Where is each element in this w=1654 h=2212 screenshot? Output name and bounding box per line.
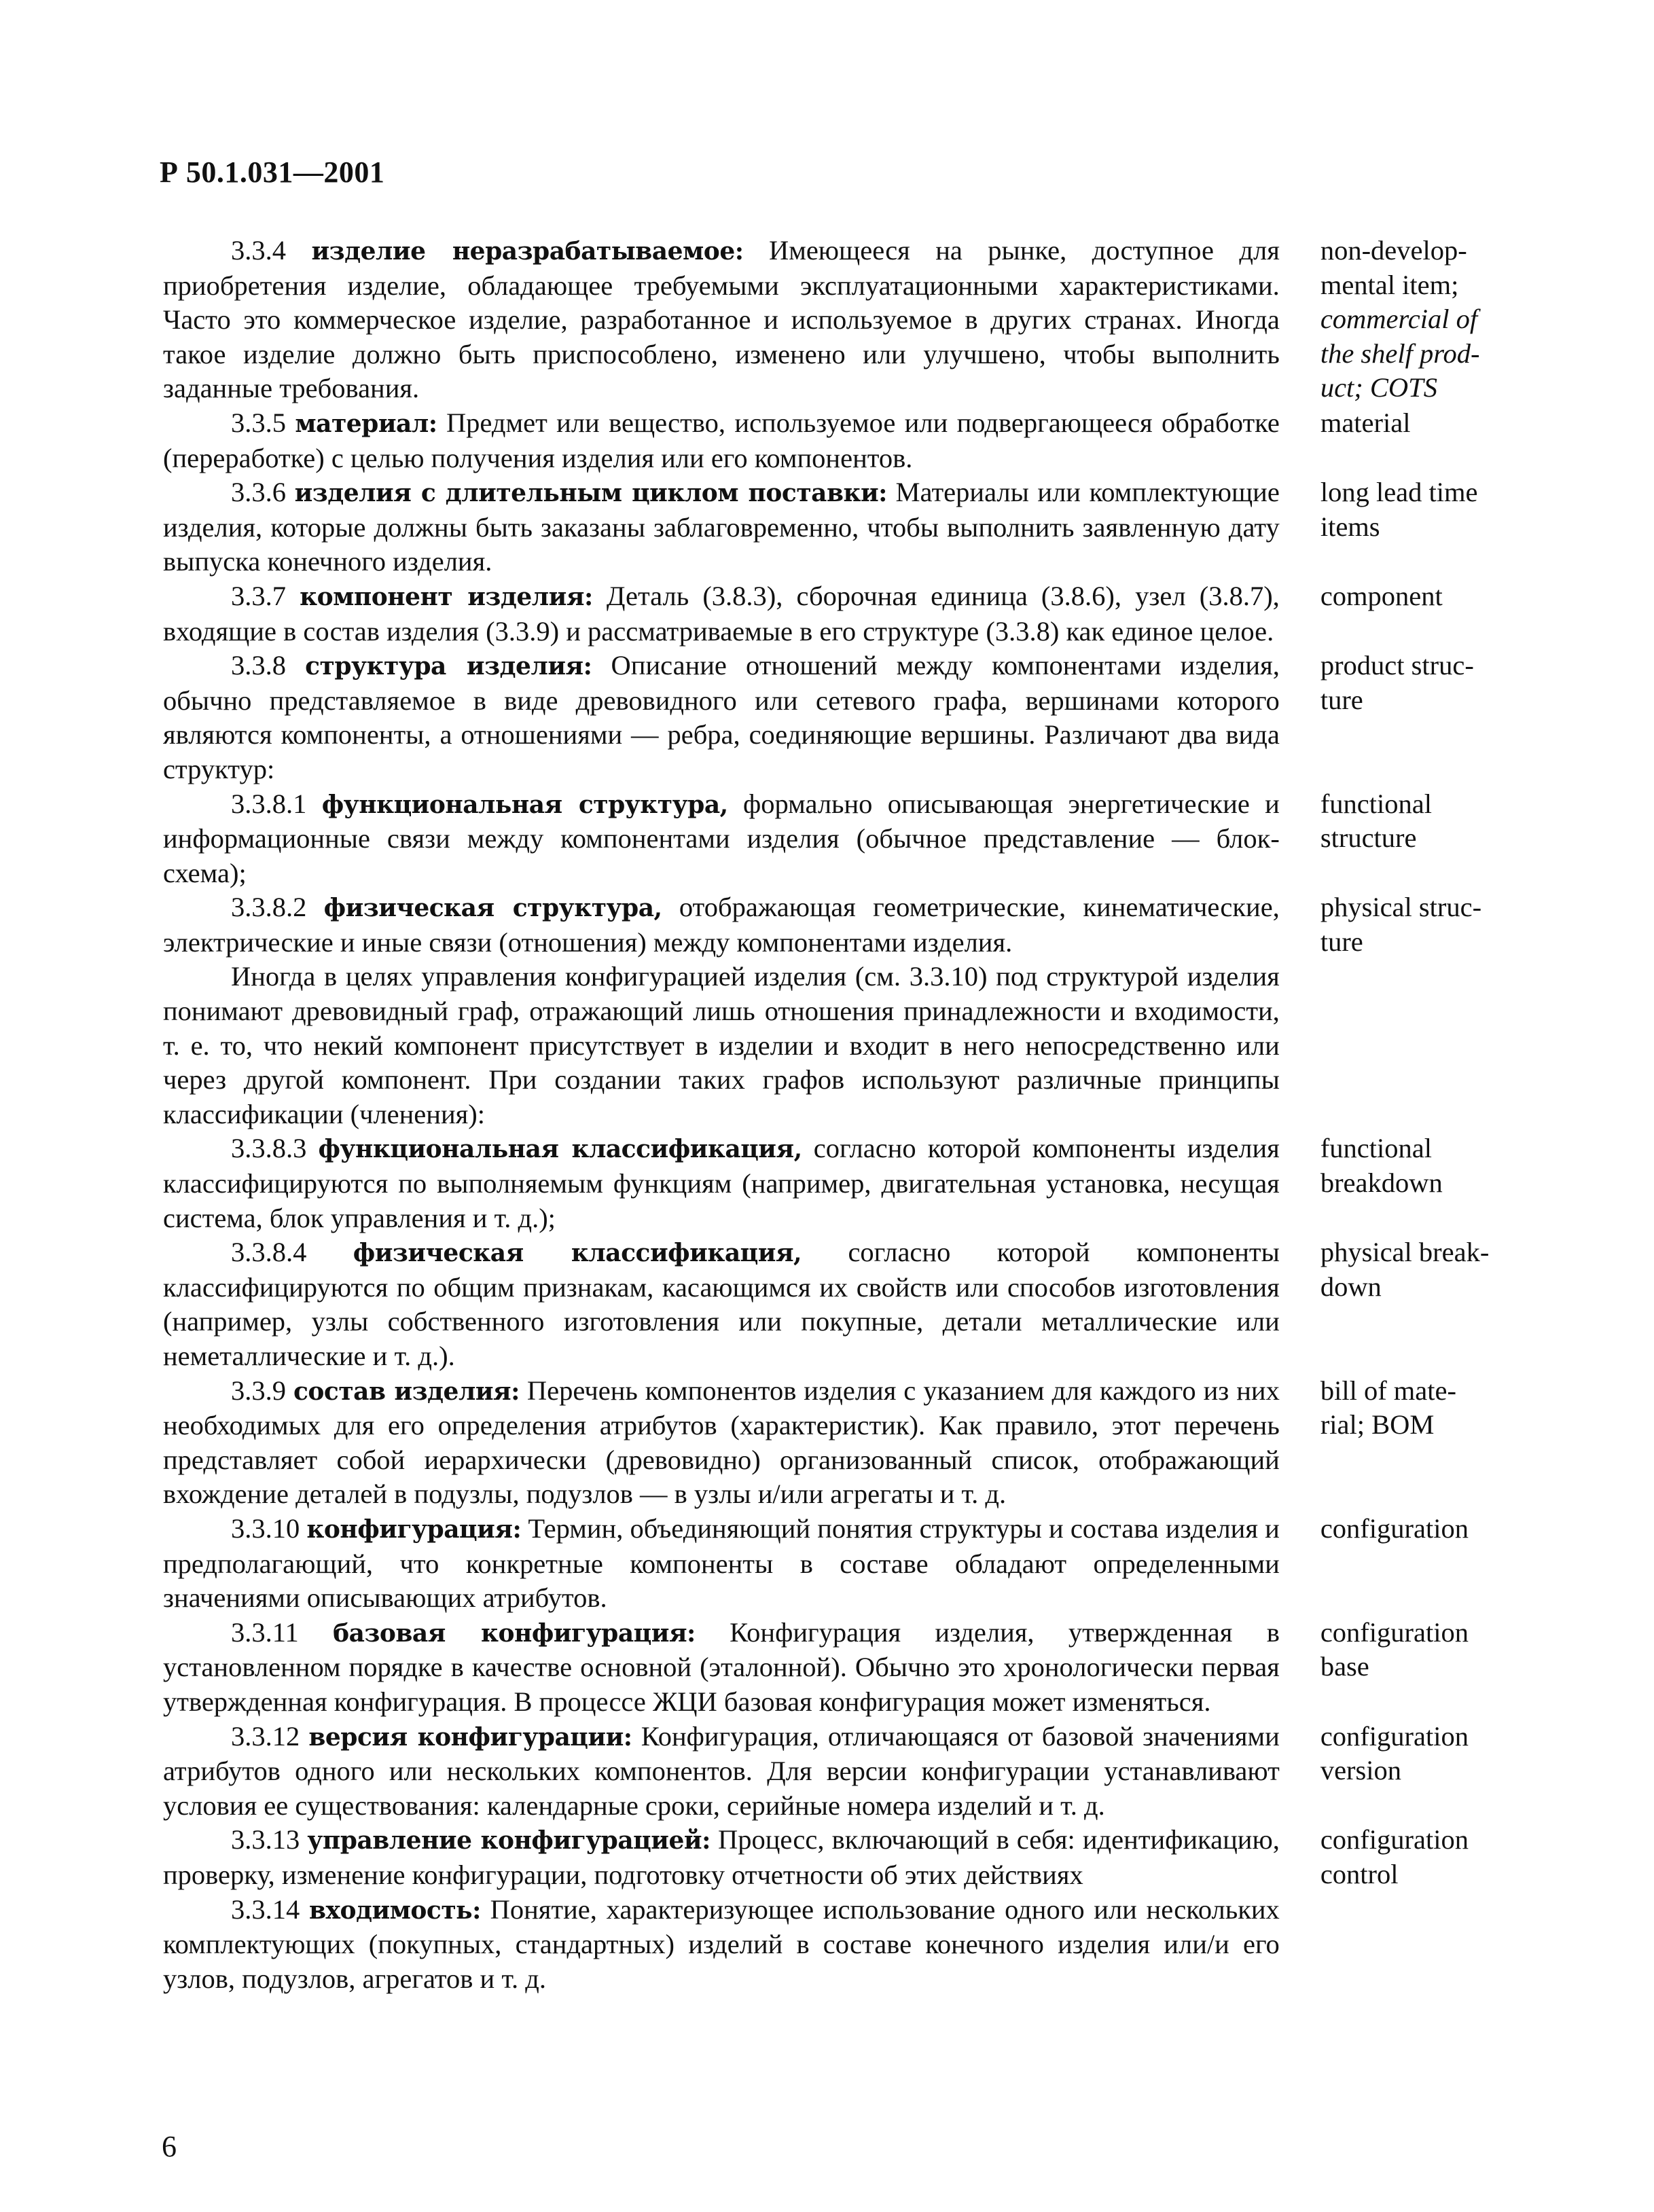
english-term-line: ture xyxy=(1320,926,1363,957)
term-name: входимость: xyxy=(308,1896,481,1925)
english-equivalent xyxy=(1320,890,1522,959)
term-entry xyxy=(163,1131,1522,1235)
term-entry xyxy=(163,1720,1522,1824)
term-number: 3.3.4 xyxy=(231,235,286,266)
english-equivalent xyxy=(1320,234,1522,405)
english-term-line: rial; BOM xyxy=(1320,1409,1435,1440)
term-definition xyxy=(163,1823,1280,1892)
english-term-line: product struc- xyxy=(1320,650,1474,681)
english-term-line: down xyxy=(1320,1271,1382,1302)
term-entry xyxy=(163,1616,1522,1720)
term-number: 3.3.10 xyxy=(231,1512,300,1544)
english-term-line: functional xyxy=(1320,1133,1433,1164)
term-number: 3.3.8 xyxy=(231,650,286,681)
english-term-line: uct; COTS xyxy=(1320,372,1437,403)
paragraph-text: Иногда в целях управления конфигурацией изделия (см. 3.3.10) под структурой изделия понимают древовидный граф, отражающий лишь отношения принадлежности и входимости, т. е. то, что некий компонент присутствует в изделии и входит в него непосредственно или через другой компонент. При создании таких графов используют различные принципы классификации (членения): xyxy=(163,961,1280,1129)
term-text: Описание отношений между компонентами изделия, обычно представляемое в виде древовидного или сетевого графа, вершинами которого являются компоненты, а отношениями — ребра, соединяющие вершины. Различают два вида структур: xyxy=(163,650,1280,784)
term-text: Конфигурация изделия, утвержденная в установленном порядке в качестве основной (эталонной). Обычно это хронологически первая утвержденная конфигурация. В процессе ЖЦИ базовая конфигурация может изменяться. xyxy=(163,1616,1280,1717)
term-number: 3.3.13 xyxy=(231,1824,300,1855)
term-name: состав изделия: xyxy=(293,1377,520,1406)
term-text: Понятие, характеризующее использование одного или нескольких комплектующих (покупных, стандартных) изделий в составе конечного изделия или/и его узлов, подузлов, агрегатов и т. д. xyxy=(163,1893,1280,1994)
term-text: Термин, объединяющий понятия структуры и состава изделия и предполагающий, что конкретные компоненты в составе обладают определенными значениями описывающих атрибутов. xyxy=(163,1512,1280,1614)
english-term-line: structure xyxy=(1320,822,1417,854)
term-definition xyxy=(163,579,1280,649)
english-equivalent xyxy=(1320,1131,1522,1200)
english-term-line: the shelf prod- xyxy=(1320,338,1480,369)
term-definition xyxy=(163,1235,1280,1373)
term-entry xyxy=(163,475,1522,579)
term-text: согласно которой компоненты изделия классифицируются по выполняемым функциям (например, двигательная установка, несущая система, блок управления и т. д.); xyxy=(163,1133,1280,1233)
term-number: 3.3.9 xyxy=(231,1375,286,1406)
english-equivalent xyxy=(1320,1235,1522,1304)
term-name: управление конфигурацией: xyxy=(307,1826,711,1855)
english-equivalent xyxy=(1320,579,1522,614)
english-equivalent xyxy=(1320,1512,1522,1546)
term-number: 3.3.6 xyxy=(231,477,286,508)
term-text: Имеющееся на рынке, доступное для приобретения изделие, обладающее требуемыми эксплуатационными характеристиками. Часто это коммерческое изделие, разработанное и используемое в других странах. Иногда такое изделие должно быть приспособлено, изменено или улучшено, чтобы выполнить заданные требования. xyxy=(163,235,1280,404)
term-name: компонент изделия: xyxy=(300,582,593,611)
english-term-line: breakdown xyxy=(1320,1167,1443,1199)
term-text: формально описывающая энергетические и информационные связи между компонентами изделия (обычное представление — блок-схема); xyxy=(163,788,1280,888)
term-definition xyxy=(163,234,1280,406)
terms-list xyxy=(163,234,1522,1996)
english-term-line: bill of mate- xyxy=(1320,1375,1456,1406)
term-number: 3.3.8.1 xyxy=(231,788,307,819)
english-term-line: items xyxy=(1320,511,1380,542)
term-entry xyxy=(163,1374,1522,1512)
term-text: Материалы или комплектующие изделия, которые должны быть заказаны заблаговременно, чтобы выполнить заявленную дату выпуска конечного изделия. xyxy=(163,477,1280,577)
english-equivalent xyxy=(1320,1616,1522,1684)
english-term-line: mental item; xyxy=(1320,269,1459,300)
term-definition xyxy=(163,787,1280,891)
term-entry xyxy=(163,1823,1522,1892)
term-definition xyxy=(163,1616,1280,1720)
term-entry xyxy=(163,406,1522,475)
term-text: Конфигурация, отличающаяся от базовой значениями атрибутов одного или нескольких компонентов. Для версии конфигурации устанавливают условия ее существования: календарные сроки, серийные номера изделий и т. д. xyxy=(163,1720,1280,1821)
term-text: Процесс, включающий в себя: идентификацию, проверку, изменение конфигурации, подготовку отчетности об этих действиях xyxy=(163,1824,1280,1890)
term-text: Перечень компонентов изделия с указанием для каждого из них необходимых для его определения атрибутов (характеристик). Как правило, этот перечень представляет собой иерархически (древовидно) организованный список, отображающий вхождение деталей в подузлы, подузлов — в узлы и/или агрегаты и т. д. xyxy=(163,1375,1280,1510)
term-definition xyxy=(163,1512,1280,1616)
term-number: 3.3.8.4 xyxy=(231,1237,307,1268)
document-code-header: Р 50.1.031—2001 xyxy=(160,156,385,189)
term-name: версия конфигурации: xyxy=(308,1722,632,1752)
english-term-line: configuration xyxy=(1320,1824,1469,1855)
term-entry xyxy=(163,1235,1522,1373)
english-equivalent xyxy=(1320,649,1522,717)
term-entry xyxy=(163,579,1522,649)
english-term-line: functional xyxy=(1320,788,1433,819)
english-term-line: configuration xyxy=(1320,1512,1469,1544)
term-name: физическая классификация, xyxy=(353,1239,802,1268)
term-definition xyxy=(163,475,1280,579)
english-term-line: long lead time xyxy=(1320,477,1478,508)
english-equivalent xyxy=(1320,787,1522,856)
term-text: Деталь (3.8.3), сборочная единица (3.8.6), узел (3.8.7), входящие в состав изделия (3.3.9) и рассматриваемые в его структуре (3.3.8) как единое целое. xyxy=(163,580,1280,647)
page-number: 6 xyxy=(162,2130,177,2163)
note-paragraph xyxy=(163,960,1522,1131)
term-text: согласно которой компоненты классифицируются по общим признакам, касающимся их свойств или способов изготовления (например, узлы собственного изготовления или покупные, детали металлические или неметаллические и т. д.). xyxy=(163,1237,1280,1371)
english-term-line: commercial of xyxy=(1320,304,1478,335)
english-term-line: control xyxy=(1320,1858,1399,1889)
term-definition xyxy=(163,406,1280,475)
term-definition xyxy=(163,890,1280,960)
term-number: 3.3.11 xyxy=(231,1616,299,1648)
english-equivalent xyxy=(1320,1374,1522,1443)
term-name: материал: xyxy=(295,409,437,438)
term-entry xyxy=(163,649,1522,786)
term-name: функциональная классификация, xyxy=(318,1135,802,1164)
term-definition xyxy=(163,1893,1280,1997)
english-equivalent xyxy=(1320,475,1522,544)
english-term-line: material xyxy=(1320,407,1411,438)
english-term-line: physical break- xyxy=(1320,1237,1490,1268)
term-definition xyxy=(163,1131,1280,1235)
term-entry xyxy=(163,787,1522,891)
english-term-line: component xyxy=(1320,580,1443,611)
term-number: 3.3.8.2 xyxy=(231,892,307,923)
term-number: 3.3.14 xyxy=(231,1893,300,1925)
term-definition xyxy=(163,1374,1280,1512)
term-definition xyxy=(163,1720,1280,1824)
english-term-line: physical struc- xyxy=(1320,892,1482,923)
term-entry xyxy=(163,1893,1522,1997)
term-name: физическая структура, xyxy=(323,894,662,923)
term-entry xyxy=(163,1512,1522,1616)
english-term-line: ture xyxy=(1320,684,1363,715)
english-term-line: configuration xyxy=(1320,1616,1469,1648)
english-term-line: configuration xyxy=(1320,1720,1469,1752)
term-number: 3.3.5 xyxy=(231,407,286,438)
term-name: конфигурация: xyxy=(306,1515,522,1544)
term-name: базовая конфигурация: xyxy=(333,1618,696,1648)
english-term-line: version xyxy=(1320,1755,1402,1786)
term-definition xyxy=(163,649,1280,786)
term-text: Предмет или вещество, используемое или подвергающееся обработке (переработке) с целью получения изделия или его компонентов. xyxy=(163,407,1280,473)
term-name: структура изделия: xyxy=(305,652,592,681)
term-name: изделия с длительным циклом поставки: xyxy=(294,479,887,508)
term-entry xyxy=(163,234,1522,406)
term-name: изделие неразрабатываемое: xyxy=(311,237,744,266)
term-name: функциональная структура, xyxy=(321,790,728,819)
english-equivalent xyxy=(1320,1720,1522,1788)
term-text: отображающая геометрические, кинематические, электрические и иные связи (отношения) между компонентами изделия. xyxy=(163,892,1280,958)
term-number: 3.3.7 xyxy=(231,580,286,611)
term-entry xyxy=(163,890,1522,960)
term-number: 3.3.12 xyxy=(231,1720,300,1752)
english-term-line: base xyxy=(1320,1651,1369,1682)
english-equivalent xyxy=(1320,1823,1522,1891)
english-term-line: non-develop- xyxy=(1320,235,1467,266)
english-equivalent xyxy=(1320,406,1522,441)
term-number: 3.3.8.3 xyxy=(231,1133,307,1164)
